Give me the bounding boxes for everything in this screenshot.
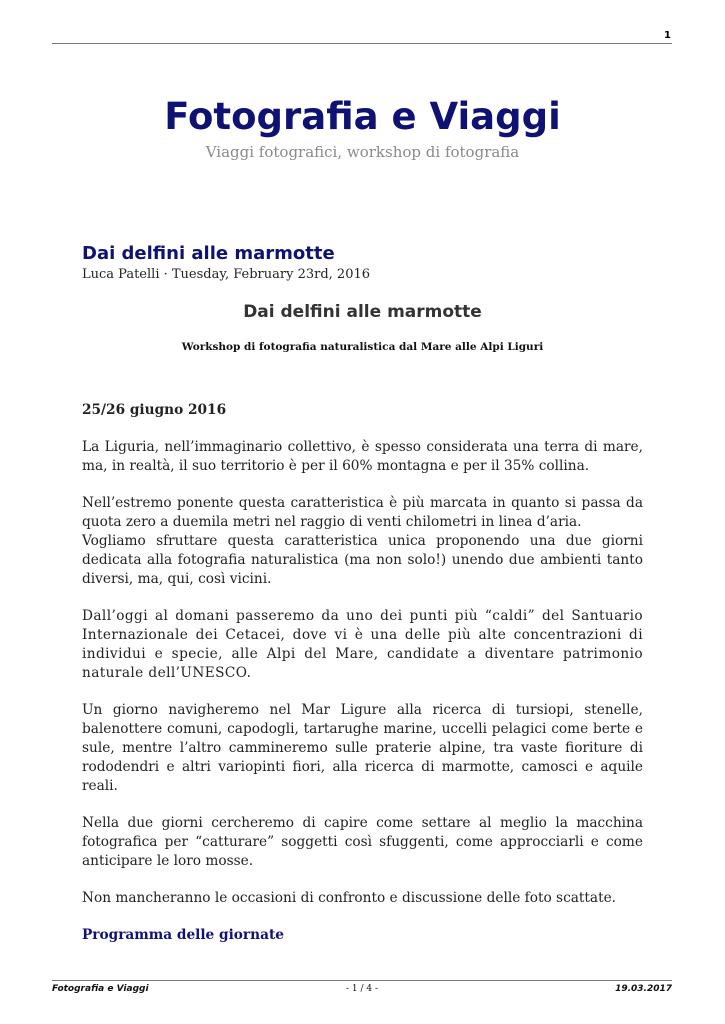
program-link[interactable]: Programma delle giornate — [82, 927, 284, 943]
paragraph: Un giorno navigheremo nel Mar Ligure alla ricerca di tursiopi, stenelle, balenottere comuni, capodogli, tartarughe marine, uccelli pelagici come berte e sule, mentre l’altro cammineremo sulle praterie alpine, tra vaste fioriture di rododendri e altri variopinti fiori, alla ricerca di marmotte, camosci e aquile reali. — [82, 702, 643, 794]
content-heading: Dai delfini alle marmotte — [243, 302, 482, 322]
page-footer — [52, 984, 672, 998]
header-divider — [52, 43, 672, 44]
footer-date: 19.03.2017 — [615, 984, 672, 994]
site-tagline: Viaggi fotografici, workshop di fotografia — [205, 143, 520, 161]
paragraph: Nella due giorni cercheremo di capire come settare al meglio la macchina fotografica per “catturare” soggetti così sfuggenti, come approcciarli e come anticipare le loro mosse. — [82, 815, 643, 869]
page-number: 1 — [664, 30, 671, 41]
article-body — [82, 401, 643, 945]
footer-page-count: - 1 / 4 - — [345, 984, 378, 994]
post-meta: Luca Patelli · Tuesday, February 23rd, 2016 — [82, 267, 371, 282]
paragraph: Nell’estremo ponente questa caratteristica è più marcata in quanto si passa da quota zero a duemila metri nel raggio di venti chilometri in linea d’aria. — [82, 495, 643, 530]
content-subheading: Workshop di fotografia naturalistica dal Mare alle Alpi Liguri — [181, 341, 544, 353]
site-title[interactable]: Fotografia e Viaggi — [164, 95, 561, 138]
event-date: 25/26 giugno 2016 — [82, 402, 227, 418]
paragraph: Non mancheranno le occasioni di confronto e discussione delle foto scattate. — [82, 890, 617, 906]
footer-divider — [52, 980, 672, 981]
footer-site-name: Fotografia e Viaggi — [52, 984, 149, 994]
paragraph: Vogliamo sfruttare questa caratteristica unica proponendo una due giorni dedicata alla fotografia naturalistica (ma non solo!) unendo due ambienti tanto diversi, ma, qui, così vicini. — [82, 533, 643, 587]
paragraph: La Liguria, nell’immaginario collettivo, è spesso considerata una terra di mare, ma, in realtà, il suo territorio è per il 60% montagna e per il 35% collina. — [82, 439, 643, 474]
post-title[interactable]: Dai delfini alle marmotte — [82, 243, 335, 264]
paragraph: Dall’oggi al domani passeremo da uno dei punti più “caldi” del Santuario Internazionale dei Cetacei, dove vi è una delle più alte concentrazioni di individui e specie, alle Alpi del Mare, candidate a diventare patrimonio naturale dell’UNESCO. — [82, 608, 643, 681]
